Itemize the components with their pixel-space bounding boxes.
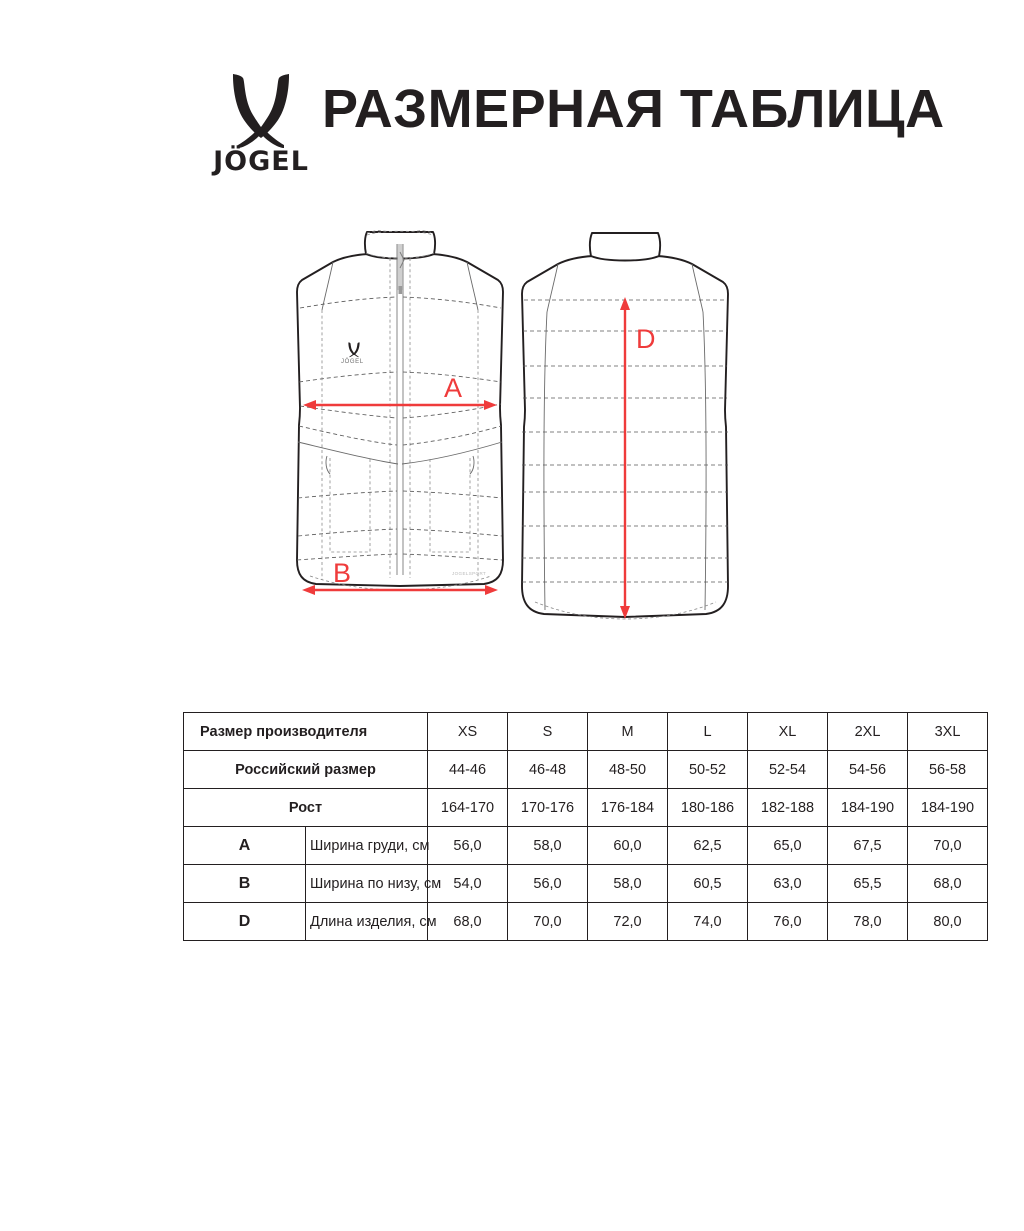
cell: 60,0	[588, 827, 668, 865]
table-row	[184, 865, 988, 903]
cell: S	[508, 713, 588, 751]
cell: 74,0	[668, 903, 748, 941]
vest-illustrations	[0, 230, 1024, 650]
cell: 62,5	[668, 827, 748, 865]
cell: 176-184	[588, 789, 668, 827]
cell: 180-186	[668, 789, 748, 827]
cell: 70,0	[508, 903, 588, 941]
cell: 54-56	[828, 751, 908, 789]
cell: 65,0	[748, 827, 828, 865]
cell: 56,0	[428, 827, 508, 865]
cell: XS	[428, 713, 508, 751]
table-row	[184, 903, 988, 941]
cell: XL	[748, 713, 828, 751]
svg-text:JOGELSPORT: JOGELSPORT	[452, 571, 487, 576]
svg-text:JÖGEL: JÖGEL	[341, 359, 364, 365]
vest-back-view	[522, 233, 728, 619]
page-title: РАЗМЕРНАЯ ТАБЛИЦА	[322, 79, 945, 139]
cell: 76,0	[748, 903, 828, 941]
cell: 56,0	[508, 865, 588, 903]
page-header	[0, 62, 1024, 182]
row-letter-a: A	[184, 827, 306, 865]
table-row	[184, 789, 988, 827]
cell: 3XL	[908, 713, 988, 751]
table-row	[184, 713, 988, 751]
jogel-wishbone-icon	[211, 72, 311, 152]
measure-b-label: B	[333, 558, 352, 588]
cell: 54,0	[428, 865, 508, 903]
measure-a-label: A	[444, 373, 463, 403]
cell: 164-170	[428, 789, 508, 827]
size-chart-table	[183, 712, 975, 941]
row-label-product-length: Длина изделия, см	[306, 903, 428, 941]
jogel-logo	[211, 72, 311, 182]
cell: 2XL	[828, 713, 908, 751]
cell: 58,0	[588, 865, 668, 903]
cell: 184-190	[828, 789, 908, 827]
row-label-manufacturer-size: Размер производителя	[184, 713, 428, 751]
cell: 182-188	[748, 789, 828, 827]
cell: 68,0	[908, 865, 988, 903]
cell: 170-176	[508, 789, 588, 827]
cell: 67,5	[828, 827, 908, 865]
cell: 56-58	[908, 751, 988, 789]
cell: L	[668, 713, 748, 751]
row-label-bottom-width: Ширина по низу, см	[306, 865, 428, 903]
cell: 184-190	[908, 789, 988, 827]
table-row	[184, 751, 988, 789]
table-row	[184, 827, 988, 865]
cell: 78,0	[828, 903, 908, 941]
cell: 50-52	[668, 751, 748, 789]
row-letter-b: B	[184, 865, 306, 903]
cell: 48-50	[588, 751, 668, 789]
cell: M	[588, 713, 668, 751]
cell: 65,5	[828, 865, 908, 903]
row-label-russian-size: Российский размер	[184, 751, 428, 789]
row-label-height: Рост	[184, 789, 428, 827]
jogel-wordmark: JÖGEL	[213, 146, 309, 177]
cell: 80,0	[908, 903, 988, 941]
cell: 60,5	[668, 865, 748, 903]
row-letter-d: D	[184, 903, 306, 941]
cell: 58,0	[508, 827, 588, 865]
row-label-chest-width: Ширина груди, см	[306, 827, 428, 865]
cell: 46-48	[508, 751, 588, 789]
vest-front-view	[297, 230, 503, 595]
cell: 63,0	[748, 865, 828, 903]
cell: 68,0	[428, 903, 508, 941]
cell: 44-46	[428, 751, 508, 789]
cell: 72,0	[588, 903, 668, 941]
cell: 52-54	[748, 751, 828, 789]
measure-d-label: D	[636, 324, 656, 354]
cell: 70,0	[908, 827, 988, 865]
